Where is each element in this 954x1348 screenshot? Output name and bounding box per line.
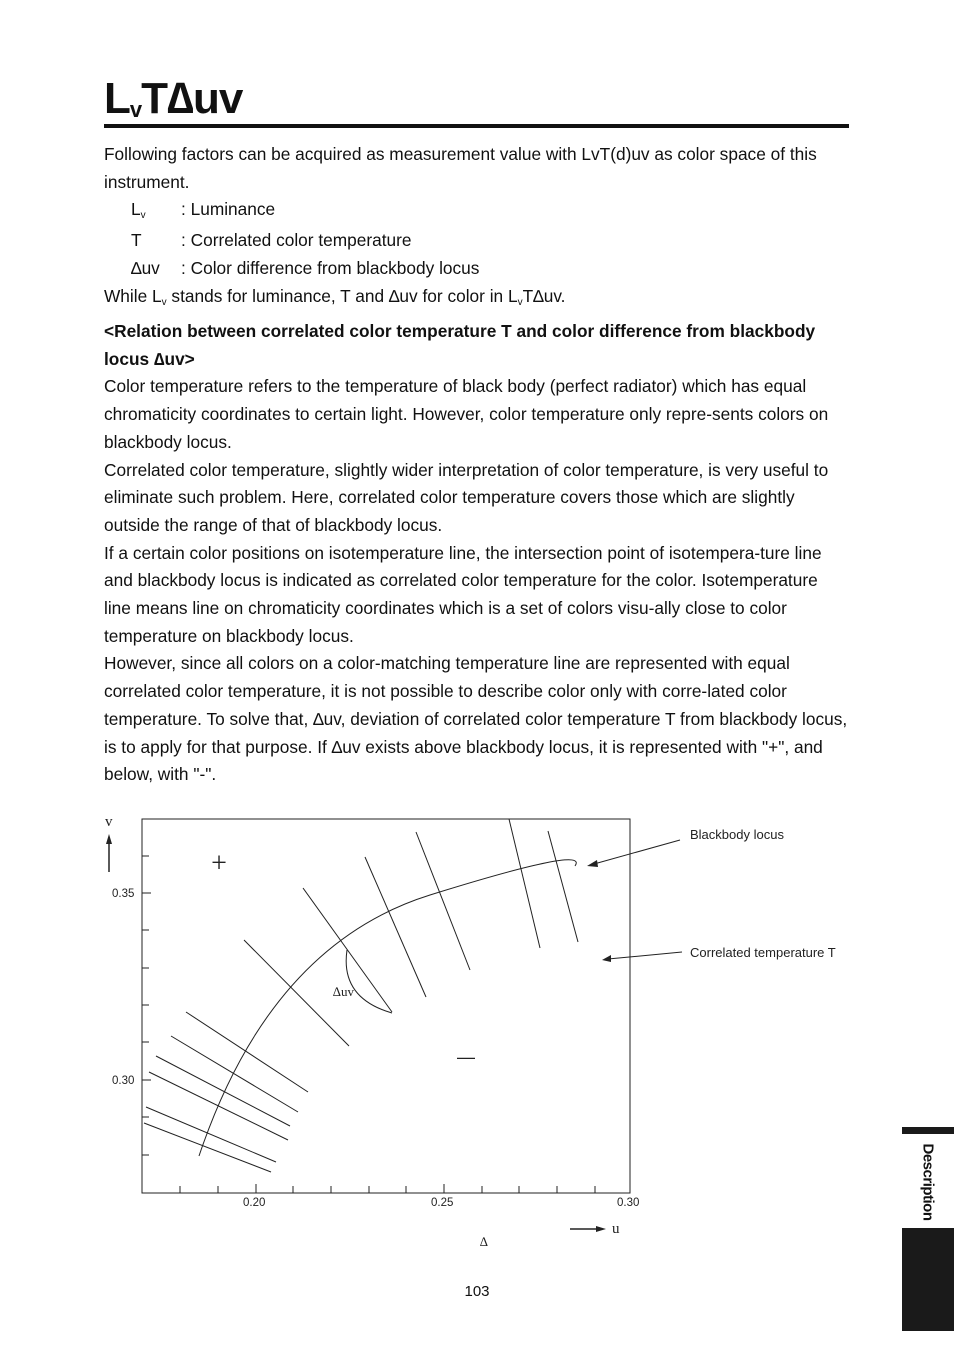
paragraph-3: If a certain color positions on isotemperature line, the intersection point of isotempera-ture line and blackbody locus is indicated as correlated color temperature for the color. Isotemperature line means line on chromaticity coordinates which is a set of colors visu-ally close to color temperature on blackbody locus. <box>104 542 822 646</box>
def-key: $L_v$ <box>131 199 146 222</box>
isotemp-line-11 <box>146 1107 276 1162</box>
side-tab-label: Description <box>919 1143 937 1221</box>
section-block <box>104 318 849 789</box>
u-axis-label: u <box>612 1221 620 1237</box>
isotemp-line-3 <box>416 832 470 970</box>
def-text: : Luminance <box>181 199 276 220</box>
title-rule <box>104 124 849 128</box>
v-axis-label: v <box>105 814 113 830</box>
def-key: ∆uv <box>131 257 160 278</box>
plus-sign: + <box>211 848 227 879</box>
y-ticks <box>142 856 151 1155</box>
paragraph-2: Correlated color temperature, slightly wider interpretation of color temperature, is very useful to eliminate such problem. Here, correlated color temperature covers those which are slightly outside the range of that of blackbody locus. <box>104 459 829 535</box>
uv-diagram <box>100 808 860 1258</box>
x-tick-label-020: 0.20 <box>243 1197 266 1209</box>
paragraph-1: Color temperature refers to the temperature of black body (perfect radiator) which has equal chromaticity coordinates to certain light. However, color temperature only repre-sents colors on blackbody locus. <box>104 376 829 452</box>
section-heading: <Relation between correlated color temperature T and color difference from blackbody locus ∆uv> <box>104 321 816 369</box>
title-sub-v: v <box>129 97 142 122</box>
isotemp-line-4 <box>365 857 426 997</box>
def-row-luminance <box>104 196 849 227</box>
duv-arc <box>346 950 392 1013</box>
intro-line: Following factors can be acquired as measurement value with LvT(d)uv as color space of this instrument. <box>104 144 817 192</box>
isotemp-line-2 <box>548 831 578 942</box>
x-ticks <box>180 1184 595 1193</box>
side-tab <box>902 1127 954 1331</box>
isotemp-line-7 <box>186 1012 308 1092</box>
blackbody-locus <box>199 860 576 1156</box>
def-row-duv <box>104 255 849 283</box>
title-l: L <box>104 74 130 123</box>
x-tick-label-025: 0.25 <box>431 1197 454 1209</box>
def-text: : Correlated color temperature <box>181 230 412 251</box>
def-key: T <box>131 230 142 251</box>
def-text: : Color difference from blackbody locus <box>181 257 480 278</box>
while-line: While $L_v$ stands for luminance, T and ∆uv for color in $L_vT\Delta uv$. <box>104 285 566 308</box>
side-tab-top-bar <box>902 1127 954 1134</box>
callout-arrow-blackbody <box>587 860 598 867</box>
isotemperature-lines <box>144 819 578 1172</box>
v-axis-arrow-head <box>106 834 112 844</box>
duv-label: ∆uv <box>333 984 354 999</box>
callout-line-temperature <box>608 952 682 959</box>
intro-block <box>104 141 849 313</box>
title-rest: T∆uv <box>141 74 243 123</box>
side-tab-label-box <box>902 1139 954 1225</box>
x-tick-label-030: 0.30 <box>617 1197 640 1209</box>
minus-sign: — <box>457 1047 475 1067</box>
page-title <box>104 74 242 131</box>
callout-temperature: Correlated temperature T <box>690 945 836 960</box>
u-axis-arrow-head <box>596 1226 606 1232</box>
isotemp-line-12 <box>144 1123 271 1172</box>
callout-line-blackbody <box>594 840 680 864</box>
isotemp-line-1 <box>509 819 540 948</box>
paragraph-4: However, since all colors on a color-matching temperature line are represented with equal correlated color temperature, it is not possible to describe color only with corre-lated color temperature. To solve that, ∆uv, deviation of correlated color temperature T from blackbody locus, is to apply for that purpose. If ∆uv exists above blackbody locus, it is represented with "+", and below, with "-". <box>104 653 848 785</box>
page-number: 103 <box>464 1283 490 1300</box>
y-tick-label-035: 0.35 <box>112 888 135 900</box>
side-tab-block <box>902 1228 954 1331</box>
callout-arrow-temperature <box>602 955 611 962</box>
def-row-temperature <box>104 227 849 255</box>
callout-blackbody: Blackbody locus <box>690 827 784 842</box>
delta-label: ∆ <box>480 1234 488 1249</box>
y-tick-label-030: 0.30 <box>112 1075 135 1087</box>
